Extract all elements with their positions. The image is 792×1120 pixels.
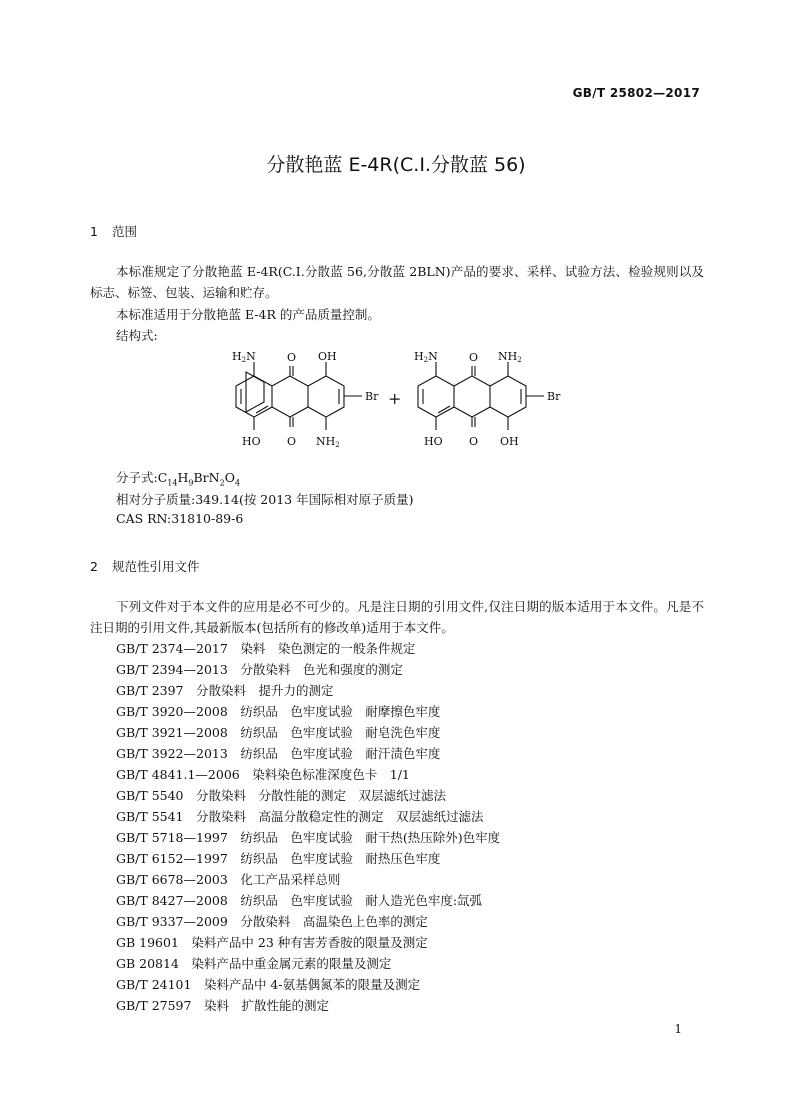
reference-item: GB/T 9337—2009 分散染料 高温染色上色率的测定 <box>116 914 428 929</box>
plus-sign: + <box>388 389 402 408</box>
right-top-carbonyl-label: O <box>469 351 479 364</box>
reference-item: GB/T 27597 染料 扩散性能的测定 <box>116 998 329 1013</box>
left-bottom-left-label: HO <box>242 435 261 448</box>
reference-item: GB/T 3921—2008 纺织品 色牢度试验 耐皂洗色牢度 <box>116 725 441 740</box>
left-bottom-carbonyl-label: O <box>287 435 297 448</box>
reference-item: GB/T 4841.1—2006 染料染色标准深度色卡 1/1 <box>116 767 410 782</box>
molecular-weight: 相对分子质量:349.14(按 2013 年国际相对原子质量) <box>116 492 414 507</box>
reference-item: GB/T 24101 染料产品中 4-氨基偶氮苯的限量及测定 <box>116 977 421 992</box>
right-bottom-left-label: HO <box>424 435 443 448</box>
right-ring-b <box>454 376 490 417</box>
structure-label: 结构式: <box>116 328 158 343</box>
right-top-right-label: NH2 <box>498 350 522 364</box>
applicability-paragraph: 本标准适用于分散艳蓝 E-4R 的产品质量控制。 <box>116 307 380 322</box>
section-2-heading <box>90 557 200 575</box>
references-intro: 下列文件对于本文件的应用是必不可少的。凡是注日期的引用文件,仅注日期的版本适用于本文件。凡是不注日期的引用文件,其最新版本(包括所有的修改单)适用于本文件。 <box>90 599 704 635</box>
cas-number: CAS RN:31810-89-6 <box>116 511 244 526</box>
reference-item: GB 20814 染料产品中重金属元素的限量及测定 <box>116 956 392 971</box>
molecular-formula: 分子式$:C_{14}H_9BrN_2O_4$ <box>116 470 241 488</box>
right-bottom-carbonyl-label: O <box>469 435 479 448</box>
reference-item: GB/T 5718—1997 纺织品 色牢度试验 耐干热(热压除外)色牢度 <box>116 830 501 845</box>
reference-item: GB/T 6678—2003 化工产品采样总则 <box>116 872 341 887</box>
right-bottom-right-label: OH <box>500 435 519 448</box>
reference-item: GB/T 2397 分散染料 提升力的测定 <box>116 683 334 698</box>
left-molecule-rings <box>246 372 264 412</box>
section-1-number: 1 <box>90 224 98 239</box>
reference-item: GB/T 5541 分散染料 高温分散稳定性的测定 双层滤纸过滤法 <box>116 809 484 824</box>
structural-formula-figure <box>210 344 580 466</box>
left-bromo-label: Br <box>365 390 379 403</box>
reference-item: GB/T 6152—1997 纺织品 色牢度试验 耐热压色牢度 <box>116 851 441 866</box>
reference-item: GB/T 2374—2017 染料 染色测定的一般条件规定 <box>116 641 416 656</box>
left-bottom-right-label: NH2 <box>316 435 340 449</box>
reference-item: GB/T 3922—2013 纺织品 色牢度试验 耐汗渍色牢度 <box>116 746 441 761</box>
left-top-right-label: OH <box>318 350 337 363</box>
page-number: 1 <box>674 1022 682 1036</box>
reference-item: GB/T 2394—2013 分散染料 色光和强度的测定 <box>116 662 403 677</box>
right-top-left-label: H2N <box>414 350 438 364</box>
scope-paragraph: 本标准规定了分散艳蓝 E-4R(C.I.分散蓝 56,分散蓝 2BLN)产品的要求、采样、试验方法、检验规则以及标志、标签、包装、运输和贮存。 <box>90 264 704 300</box>
left-top-carbonyl-label: O <box>287 351 297 364</box>
section-2-title: 规范性引用文件 <box>112 559 200 574</box>
reference-item: GB/T 5540 分散染料 分散性能的测定 双层滤纸过滤法 <box>116 788 447 803</box>
standard-code: GB/T 25802—2017 <box>572 86 700 100</box>
section-2-number: 2 <box>90 559 98 574</box>
reference-item: GB/T 8427—2008 纺织品 色牢度试验 耐人造光色牢度:氙弧 <box>116 893 483 908</box>
left-ring-b <box>272 376 308 417</box>
reference-list <box>116 638 500 1016</box>
document-title: 分散艳蓝 E-4R(C.I.分散蓝 56) <box>266 154 526 176</box>
reference-item: GB 19601 染料产品中 23 种有害芳香胺的限量及测定 <box>116 935 428 950</box>
section-1-heading <box>90 222 137 240</box>
reference-item: GB/T 3920—2008 纺织品 色牢度试验 耐摩擦色牢度 <box>116 704 441 719</box>
right-bromo-label: Br <box>547 390 561 403</box>
section-1-title: 范围 <box>112 224 138 239</box>
left-top-left-label: H2N <box>232 350 256 364</box>
